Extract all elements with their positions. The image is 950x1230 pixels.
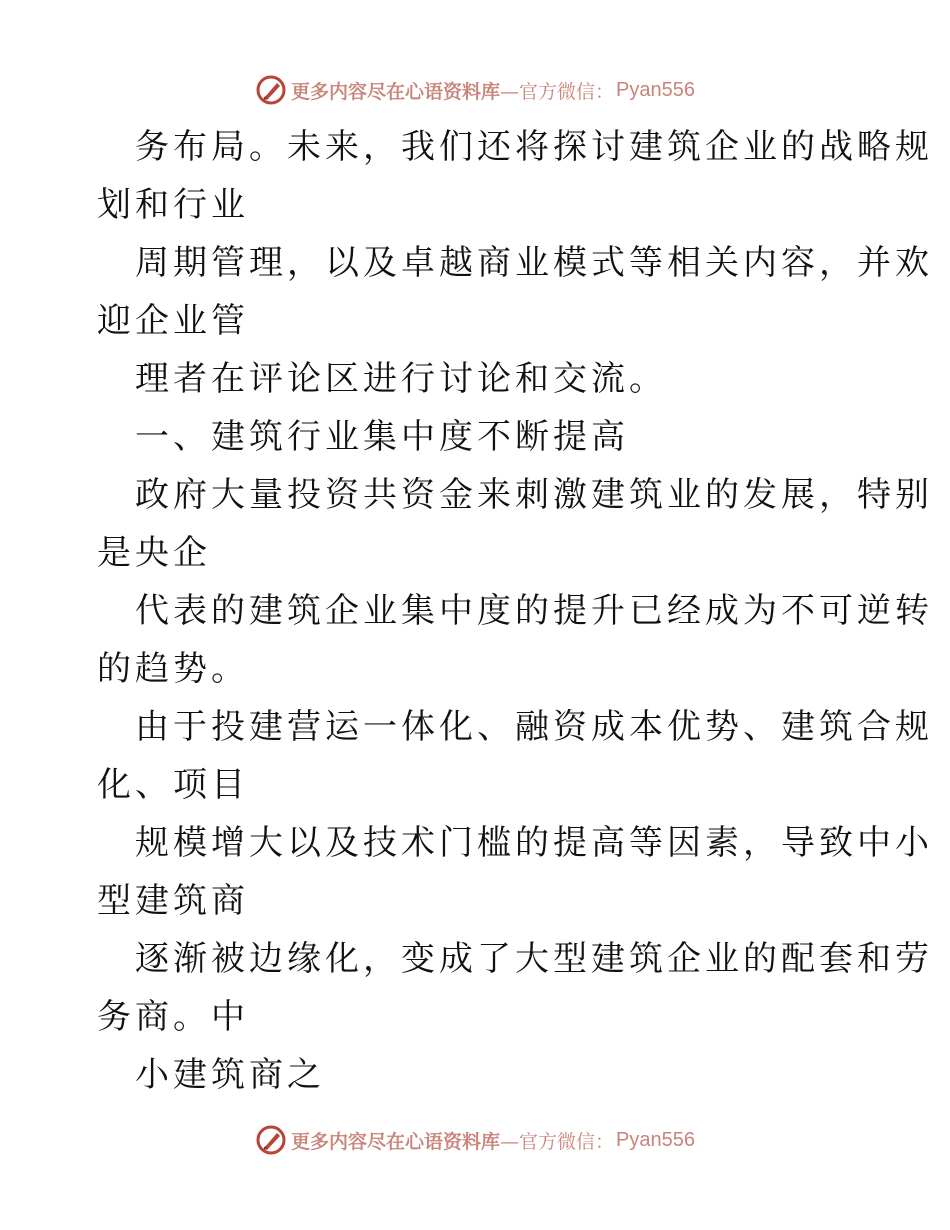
document-body — [97, 118, 933, 1104]
watermark-wechat-id: Pyan556 — [616, 78, 695, 101]
text-line: 划和行业 — [97, 185, 249, 225]
text-line: 规模增大以及技术门槛的提高等因素，导致中小 — [135, 823, 933, 863]
text-line: 小建筑商之 — [135, 1055, 325, 1095]
text-line: 代表的建筑企业集中度的提升已经成为不可逆转 — [135, 591, 933, 631]
text-line: 逐渐被边缘化，变成了大型建筑企业的配套和劳 — [135, 939, 933, 979]
text-line: 务布局。未来，我们还将探讨建筑企业的战略规 — [135, 127, 933, 167]
text-line: 的趋势。 — [97, 649, 249, 689]
watermark-main-text: 更多内容尽在心语资料库 — [291, 80, 501, 103]
watermark-wechat-id: Pyan556 — [616, 1128, 695, 1151]
text-line: 由于投建营运一体化、融资成本优势、建筑合规 — [135, 707, 933, 747]
text-line: 迎企业管 — [97, 301, 249, 341]
text-line: 理者在评论区进行讨论和交流。 — [135, 359, 667, 399]
text-line: 周期管理，以及卓越商业模式等相关内容，并欢 — [135, 243, 933, 283]
pen-logo-icon — [255, 74, 287, 106]
footer-watermark — [0, 1120, 950, 1160]
watermark-sub-text: —官方微信： — [500, 80, 615, 103]
pen-logo-icon — [255, 1124, 287, 1156]
text-line: 是央企 — [97, 533, 211, 573]
text-line: 政府大量投资共资金来刺激建筑业的发展，特别 — [135, 475, 933, 515]
header-watermark — [0, 70, 950, 110]
text-line: 一、建筑行业集中度不断提高 — [135, 417, 629, 457]
text-line: 化、项目 — [97, 765, 249, 805]
text-line: 型建筑商 — [97, 881, 249, 921]
watermark-sub-text: —官方微信： — [500, 1130, 615, 1153]
text-line: 务商。中 — [97, 997, 249, 1037]
watermark-main-text: 更多内容尽在心语资料库 — [291, 1130, 501, 1153]
